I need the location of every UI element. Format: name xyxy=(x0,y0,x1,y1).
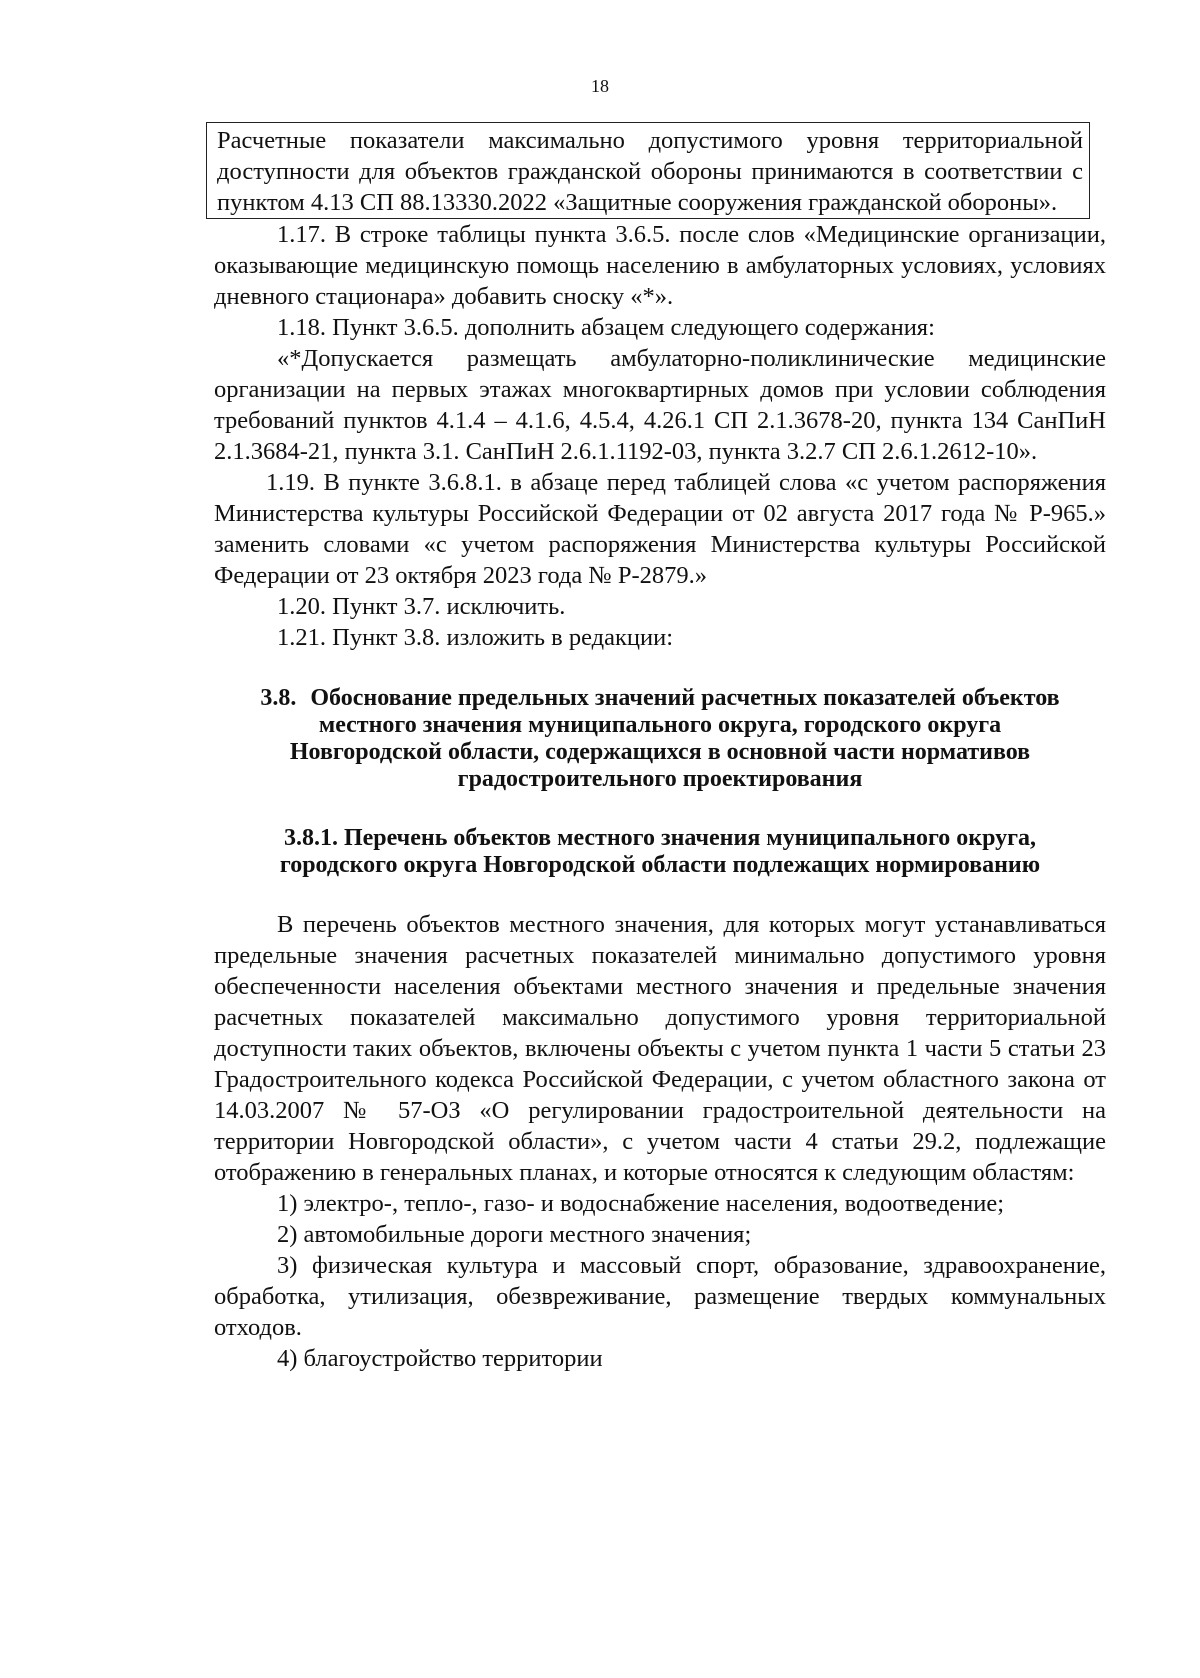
section-number-3-8: 3.8. xyxy=(260,685,297,711)
list-item-1: 1) электро-, тепло-, газо- и водоснабжение населения, водоотведение; xyxy=(277,1190,1005,1217)
boxed-text-block: Расчетные показатели максимально допустимого уровня территориальной доступности для объектов гражданской обороны принимаются в соответствии с пунктом 4.13 СП 88.13330.2022 «Защитные сооружения гражданской обороны». xyxy=(206,122,1090,219)
section-title-3-8: Обоснование предельных значений расчетных показателей объектов местного значения муниципального округа, городского округа Новгородской области, содержащихся в основной части нормативов градостроительного проектирования xyxy=(289,685,1060,792)
list-item-3: 3) физическая культура и массовый спорт, образование, здравоохранение, обработка, утилизация, обезвреживание, размещение твердых коммунальных отходов. xyxy=(214,1252,1106,1341)
section-heading-3-8 xyxy=(214,685,1106,793)
section-heading-3-8-1: 3.8.1. Перечень объектов местного значения муниципального округа, городского округа Новгородской области подлежащих нормированию xyxy=(279,825,1041,878)
paragraph-1-19: 1.19. В пункте 3.6.8.1. в абзаце перед таблицей слова «с учетом распоряжения Министерства культуры Российской Федерации от 02 августа 2017 года № Р-965.» заменить словами «с учетом распоряжения Министерства культуры Российской Федерации от 23 октября 2023 года № Р-2879.» xyxy=(214,469,1106,589)
page-number: 18 xyxy=(591,76,609,96)
body-intro-paragraph: В перечень объектов местного значения, для которых могут устанавливаться предельные значения расчетных показателей минимально допустимого уровня обеспеченности населения объектами местного значения и предельные значения расчетных показателей максимально допустимого уровня территориальной доступности таких объектов, включены объекты с учетом пункта 1 части 5 статьи 23 Градостроительного кодекса Российской Федерации, с учетом областного закона от 14.03.2007 № 57-ОЗ «О регулировании градостроительной деятельности на территории Новгородской области», с учетом части 4 статьи 29.2, подлежащие отображению в генеральных планах, и которые относятся к следующим областям: xyxy=(214,911,1106,1186)
list-item-4: 4) благоустройство территории xyxy=(277,1345,603,1372)
paragraph-1-21: 1.21. Пункт 3.8. изложить в редакции: xyxy=(277,624,674,651)
paragraph-1-20: 1.20. Пункт 3.7. исключить. xyxy=(277,593,566,620)
paragraph-1-18: 1.18. Пункт 3.6.5. дополнить абзацем следующего содержания: xyxy=(277,314,935,341)
document-body xyxy=(214,122,1106,1374)
paragraph-1-17: 1.17. В строке таблицы пункта 3.6.5. после слов «Медицинские организации, оказывающие медицинскую помощь населению в амбулаторных условиях, условиях дневного стационара» добавить сноску «*». xyxy=(214,221,1106,310)
list-item-2: 2) автомобильные дороги местного значения; xyxy=(277,1221,752,1248)
paragraph-1-18-quote: «*Допускается размещать амбулаторно-поликлинические медицинские организации на первых этажах многоквартирных домов при условии соблюдения требований пунктов 4.1.4 – 4.1.6, 4.5.4, 4.26.1 СП 2.1.3678-20, пункта 134 СанПиН 2.1.3684-21, пункта 3.1. СанПиН 2.6.1.1192-03, пункта 3.2.7 СП 2.6.1.2612-10». xyxy=(214,345,1106,465)
